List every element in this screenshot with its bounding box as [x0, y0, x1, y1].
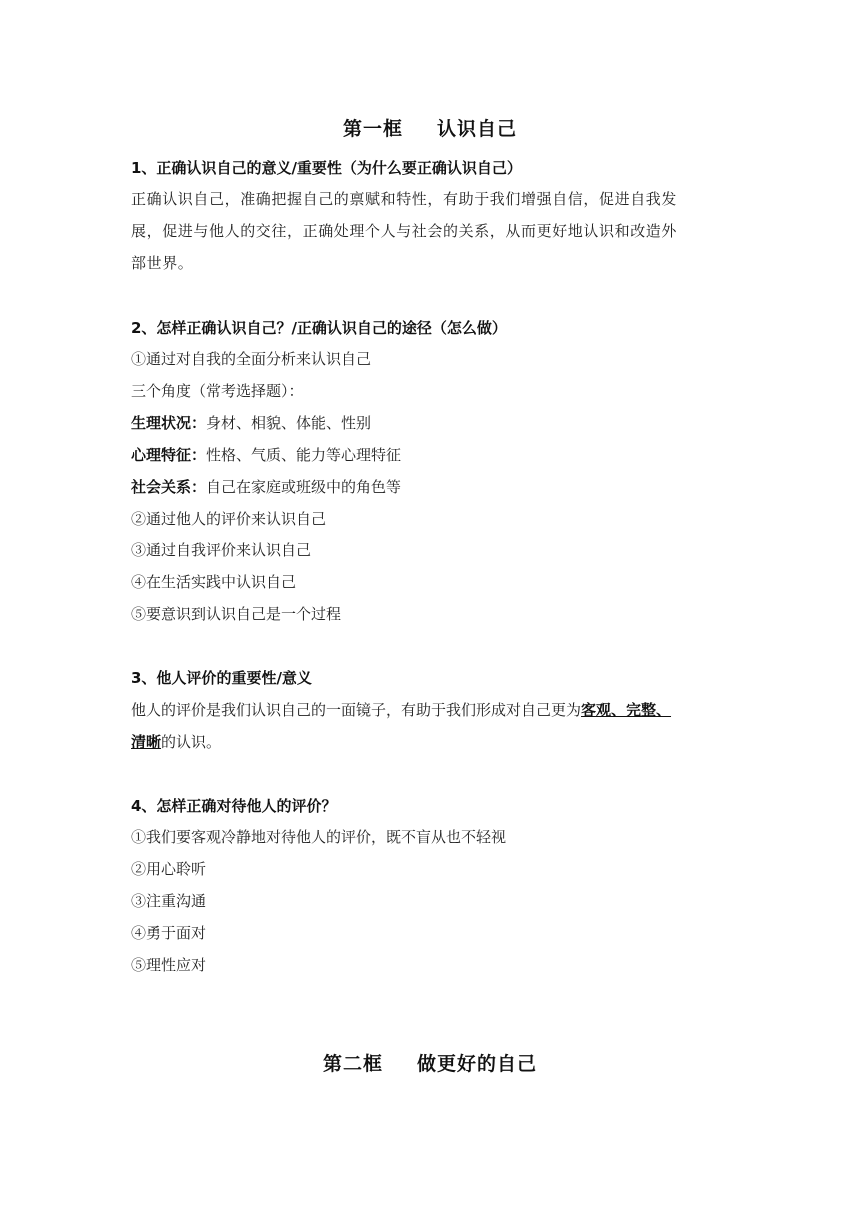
- q2-angles-intro: 三个角度（常考选择题）：: [131, 382, 304, 400]
- q2-item: ②通过他人的评价来认识自己: [131, 510, 327, 528]
- q4-heading: 4、怎样正确对待他人的评价？: [131, 797, 337, 815]
- section1-title-text: 认识自己: [437, 118, 518, 140]
- q2-heading: 2、怎样正确认识自己？/正确认识自己的途径（怎么做）: [131, 319, 507, 337]
- q3-text: 的认识。: [161, 733, 222, 751]
- section2-title-text: 做更好的自己: [417, 1053, 538, 1075]
- q2-item: ①通过对自我的全面分析来认识自己: [131, 350, 372, 368]
- q3-text: 他人的评价是我们认识自己的一面镜子，有助于我们形成对自己更为: [131, 701, 582, 719]
- q4-item: ①我们要客观冷静地对待他人的评价，既不盲从也不轻视: [131, 828, 507, 846]
- q4-item: ②用心聆听: [131, 860, 207, 878]
- q4-item: ③注重沟通: [131, 892, 207, 910]
- angle-label: 生理状况：: [131, 414, 207, 432]
- q4-item: ⑤理性应对: [131, 956, 207, 974]
- q4-item: ④勇于面对: [131, 924, 207, 942]
- q2-angle: [131, 444, 401, 465]
- q1-paragraph-line: 部世界。: [131, 254, 194, 272]
- section1-title-number: 第一框: [342, 118, 403, 140]
- q3-underlined-keywords: 客观、完整、: [581, 701, 672, 719]
- angle-label: 社会关系：: [131, 478, 207, 496]
- angle-text: 性格、气质、能力等心理特征: [206, 446, 402, 464]
- angle-label: 心理特征：: [131, 446, 207, 464]
- q3-paragraph-line: [131, 699, 671, 720]
- angle-text: 身材、相貌、体能、性别: [206, 414, 372, 432]
- q2-item: ③通过自我评价来认识自己: [131, 541, 312, 559]
- section2-title: [0, 1049, 860, 1076]
- q2-angle: [131, 476, 401, 497]
- q3-heading: 3、他人评价的重要性/意义: [131, 669, 312, 687]
- q2-angle: [131, 412, 371, 433]
- angle-text: 自己在家庭或班级中的角色等: [206, 478, 402, 496]
- section1-title: [0, 114, 860, 141]
- q1-paragraph-line: 展，促进与他人的交往，正确处理个人与社会的关系，从而更好地认识和改造外: [131, 222, 678, 240]
- q2-item: ⑤要意识到认识自己是一个过程: [131, 605, 342, 623]
- q3-underlined-keywords: 清晰: [131, 733, 162, 751]
- q1-paragraph-line: 正确认识自己，准确把握自己的禀赋和特性，有助于我们增强自信，促进自我发: [131, 190, 678, 208]
- q3-paragraph-line: [131, 731, 221, 752]
- q1-heading: 1、正确认识自己的意义/重要性（为什么要正确认识自己）: [131, 159, 522, 177]
- q2-item: ④在生活实践中认识自己: [131, 573, 297, 591]
- section2-title-number: 第二框: [322, 1053, 383, 1075]
